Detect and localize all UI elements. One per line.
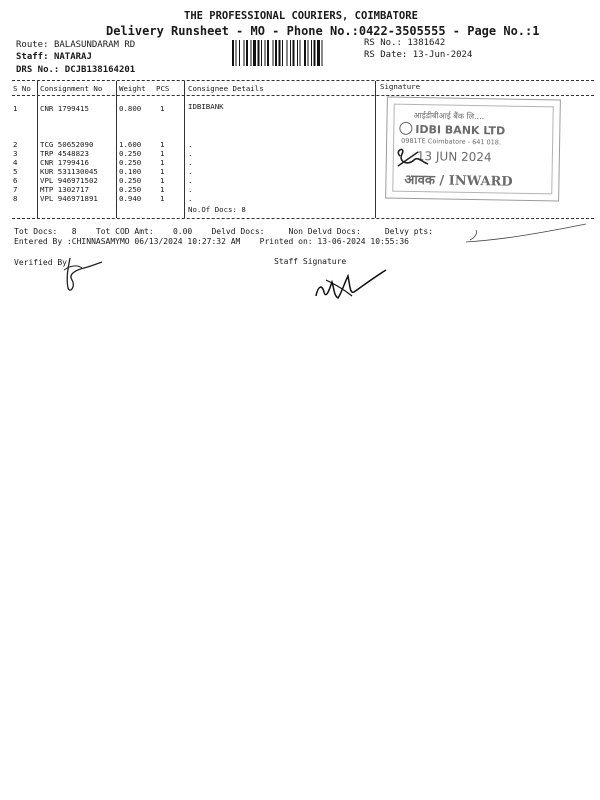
column-divider bbox=[375, 81, 376, 218]
row-sno: 4 bbox=[13, 158, 18, 167]
row-consignment: KUR 531130045 bbox=[40, 167, 98, 176]
verifier-signature bbox=[56, 256, 106, 296]
totals-line: Tot Docs: 8 Tot COD Amt: 0.00 Delvd Docs: Non Delvd Docs: Delvy pts: bbox=[14, 227, 434, 236]
row-sno: 2 bbox=[13, 140, 18, 149]
no-of-docs: No.Of Docs: 8 bbox=[188, 205, 246, 214]
verified-by-label: Verified By bbox=[14, 258, 67, 267]
row-pcs: 1 bbox=[160, 158, 165, 167]
col-header-pcs: PCS bbox=[156, 84, 170, 93]
row-pcs: 1 bbox=[160, 140, 165, 149]
stamp-date: 13 JUN 2024 bbox=[416, 149, 492, 165]
rs-no-row bbox=[364, 38, 445, 48]
row-sno: 5 bbox=[13, 167, 18, 176]
stamp-inward: आवक / INWARD bbox=[404, 172, 513, 190]
row-consignee: . bbox=[188, 185, 193, 194]
entered-by-line: Entered By :CHINNASAMYMO 06/13/2024 10:27:32 AM Printed on: 13-06-2024 10:55:36 bbox=[14, 237, 409, 246]
delivery-sign-stroke bbox=[456, 218, 596, 248]
row-sno: 3 bbox=[13, 149, 18, 158]
col-header-consignment: Consignment No bbox=[40, 84, 103, 93]
row-sno: 7 bbox=[13, 185, 18, 194]
row-consignee: . bbox=[188, 194, 193, 203]
stamp-branch: 0981TE Coimbatore - 641 018. bbox=[401, 136, 502, 147]
row-consignee: . bbox=[188, 176, 193, 185]
row-pcs: 1 bbox=[160, 176, 165, 185]
row-consignment: TRP 4548823 bbox=[40, 149, 89, 158]
drs-row bbox=[16, 65, 135, 75]
drs-value: DCJB138164201 bbox=[64, 65, 136, 75]
column-divider bbox=[184, 81, 185, 218]
stamp-hindi-line: आईडीबीआई बैंक लि.... bbox=[413, 110, 485, 122]
col-header-weight: Weight bbox=[119, 84, 146, 93]
row-consignee: . bbox=[188, 167, 193, 176]
row-sno: 6 bbox=[13, 176, 18, 185]
stamp-signature-scribble bbox=[392, 146, 432, 172]
stamp-bank-row bbox=[399, 122, 505, 138]
rs-date-row bbox=[364, 50, 472, 60]
row-sno: 8 bbox=[13, 194, 18, 203]
row-weight: 1.600 bbox=[119, 140, 142, 149]
rs-date-label: RS Date: bbox=[364, 50, 408, 60]
row-consignee: . bbox=[188, 140, 193, 149]
row-consignee: IDBIBANK bbox=[188, 102, 224, 111]
row-consignment: CNR 1799416 bbox=[40, 158, 89, 167]
row-weight: 0.250 bbox=[119, 149, 142, 158]
idbi-logo-icon bbox=[399, 122, 412, 135]
row-consignment: VPL 946971891 bbox=[40, 194, 98, 203]
drs-label: DRS No.: bbox=[16, 65, 60, 75]
col-header-sno: S No bbox=[13, 84, 31, 93]
staff-signature-label: Staff Signature bbox=[274, 257, 347, 266]
staff-signature bbox=[310, 262, 390, 304]
route-row bbox=[16, 40, 135, 50]
row-weight: 0.250 bbox=[119, 185, 142, 194]
row-sno: 1 bbox=[13, 104, 18, 113]
row-pcs: 1 bbox=[160, 149, 165, 158]
row-pcs: 1 bbox=[160, 194, 165, 203]
row-consignment: MTP 1302717 bbox=[40, 185, 89, 194]
row-pcs: 1 bbox=[160, 104, 165, 113]
row-weight: 0.940 bbox=[119, 194, 142, 203]
row-consignee: . bbox=[188, 158, 193, 167]
row-weight: 0.250 bbox=[119, 158, 142, 167]
row-weight: 0.100 bbox=[119, 167, 142, 176]
staff-label: Staff: bbox=[16, 52, 49, 62]
header-bottom-rule bbox=[12, 95, 594, 96]
row-consignment: VPL 946971502 bbox=[40, 176, 98, 185]
row-pcs: 1 bbox=[160, 167, 165, 176]
column-divider bbox=[116, 81, 117, 218]
column-divider bbox=[37, 81, 38, 218]
row-weight: 0.250 bbox=[119, 176, 142, 185]
col-header-signature: Signature bbox=[380, 82, 421, 91]
row-consignment: CNR 1799415 bbox=[40, 104, 89, 113]
rs-no-value: 1381642 bbox=[407, 38, 446, 48]
company-name: THE PROFESSIONAL COURIERS, COIMBATORE bbox=[184, 10, 418, 22]
runsheet-title: Delivery Runsheet - MO - Phone No.:0422-3505555 - Page No.:1 bbox=[106, 24, 540, 38]
row-consignee: . bbox=[188, 149, 193, 158]
rs-date-value: 13-Jun-2024 bbox=[412, 50, 473, 60]
route-value: BALASUNDARAM RD bbox=[53, 40, 136, 50]
row-weight: 0.800 bbox=[119, 104, 142, 113]
table-top-rule bbox=[12, 80, 594, 81]
col-header-consignee: Consignee Details bbox=[188, 84, 264, 93]
row-consignment: TCG 50652090 bbox=[40, 140, 94, 149]
staff-value: NATARAJ bbox=[53, 52, 92, 62]
row-pcs: 1 bbox=[160, 185, 165, 194]
staff-row bbox=[16, 52, 92, 62]
route-label: Route: bbox=[16, 40, 49, 50]
stamp-bank-name: IDBI BANK LTD bbox=[415, 122, 506, 138]
barcode bbox=[232, 40, 358, 66]
rs-no-label: RS No.: bbox=[364, 38, 402, 48]
